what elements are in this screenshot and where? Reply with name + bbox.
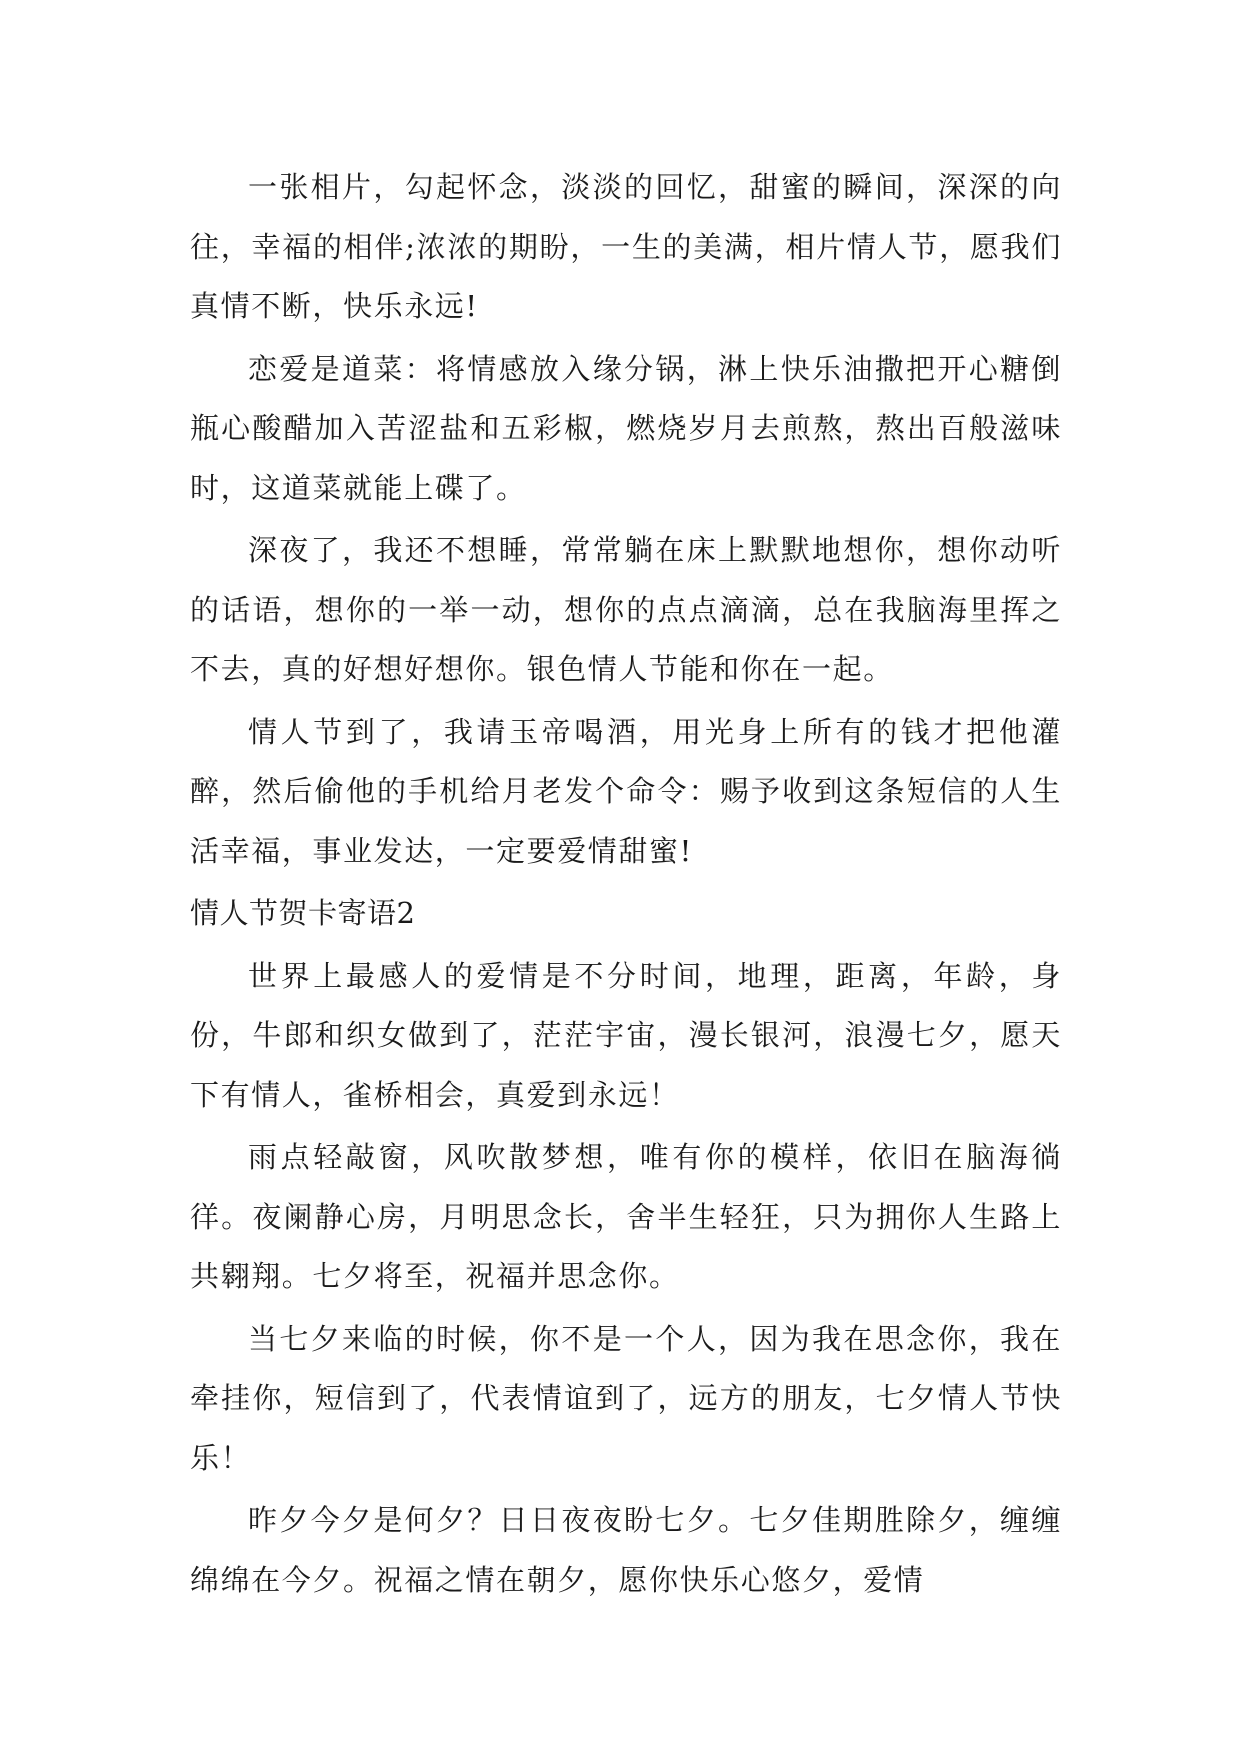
paragraph-late-night: 深夜了，我还不想睡，常常躺在床上默默地想你，想你动听的话语，想你的一举一动，想你的点点滴滴，总在我脑海里挥之不去，真的好想好想你。银色情人节能和你在一起。 [190, 533, 1062, 686]
paragraph-photo-valentine: 一张相片，勾起怀念，淡淡的回忆，甜蜜的瞬间，深深的向往，幸福的相伴;浓浓的期盼，一生的美满，相片情人节，愿我们真情不断，快乐永远! [190, 170, 1062, 323]
paragraph-touching-love: 世界上最感人的爱情是不分时间，地理，距离，年龄，身份，牛郎和织女做到了，茫茫宇宙，漫长银河，浪漫七夕，愿天下有情人，雀桥相会，真爱到永远！ [190, 958, 1062, 1112]
paragraph-qixi-coming: 当七夕来临的时候，你不是一个人，因为我在思念你，我在牵挂你，短信到了，代表情谊到了，远方的朋友，七夕情人节快乐！ [190, 1321, 1062, 1475]
section-heading: 情人节贺卡寄语2 [190, 896, 416, 930]
paragraph-love-dish: 恋爱是道菜：将情感放入缘分锅，淋上快乐油撒把开心糖倒瓶心酸醋加入苦涩盐和五彩椒，燃烧岁月去煎熬，熬出百般滋味时，这道菜就能上碟了。 [190, 351, 1062, 505]
document-body [190, 158, 1062, 1613]
paragraph-raindrops: 雨点轻敲窗，风吹散梦想，唯有你的模样，依旧在脑海徜徉。夜阑静心房，月明思念长，舍半生轻狂，只为拥你人生路上共翱翔。七夕将至，祝福并思念你。 [190, 1140, 1062, 1293]
paragraph-jade-emperor: 情人节到了，我请玉帝喝酒，用光身上所有的钱才把他灌醉，然后偷他的手机给月老发个命令：赐予收到这条短信的人生活幸福，事业发达，一定要爱情甜蜜! [190, 714, 1062, 868]
paragraph-qixi-evening: 昨夕今夕是何夕？日日夜夜盼七夕。七夕佳期胜除夕，缠缠绵绵在今夕。祝福之情在朝夕，愿你快乐心悠夕，爱情 [190, 1503, 1062, 1597]
